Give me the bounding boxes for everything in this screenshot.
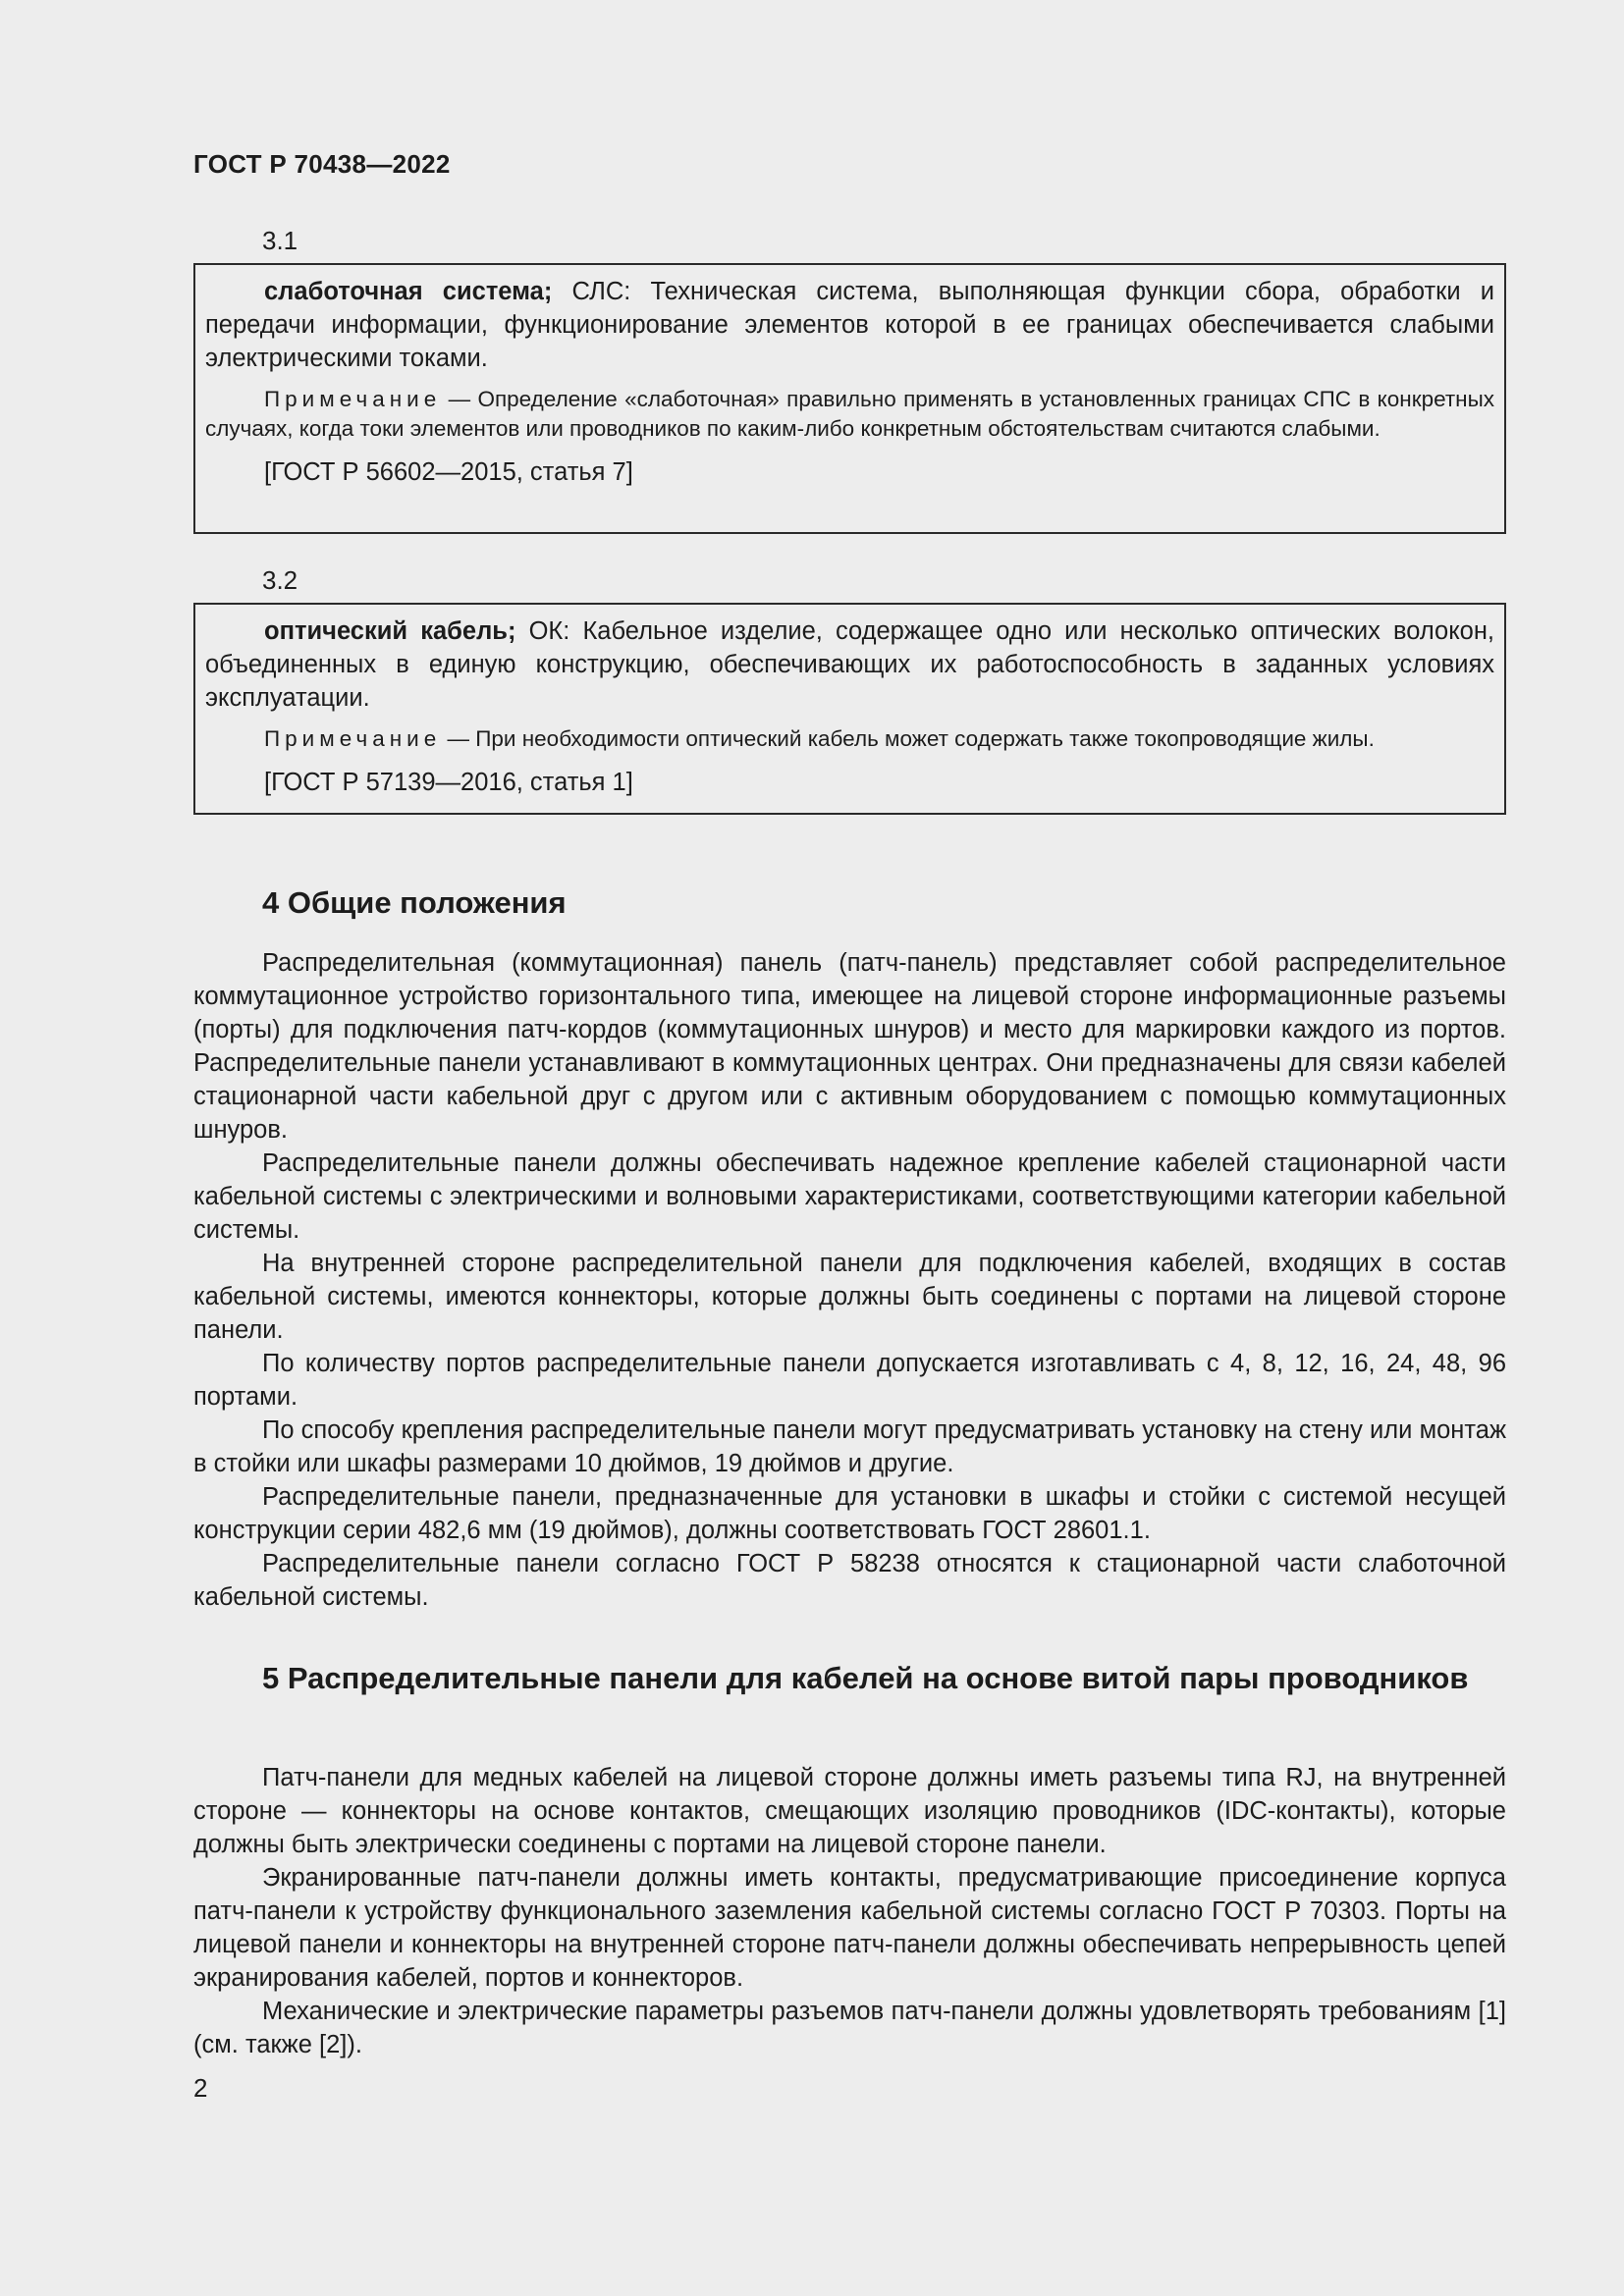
paragraph: Механические и электрические параметры разъемов патч-панели должны удовлетворять требованиям [1] (см. также [2]). — [193, 1998, 1506, 2058]
paragraph: Распределительные панели, предназначенные для установки в шкафы и стойки с системой несущей конструкции серии 482,6 мм (19 дюймов), должны соответствовать ГОСТ 28601.1. — [193, 1483, 1506, 1544]
paragraph: Распределительная (коммутационная) панель (патч-панель) представляет собой распределительное коммутационное устройство горизонтального типа, имеющее на лицевой стороне информационные разъемы (порты) для подключения патч-кордов (коммутационных шнуров) и место для маркировки каждого из портов. Распределительные панели устанавливают в коммутационных центрах. Они предназначены для связи кабелей стационарной части кабельной друг с другом или с активным оборудованием с помощью коммутационных шнуров. — [193, 949, 1506, 1144]
paragraph: Распределительные панели должны обеспечивать надежное крепление кабелей стационарной части кабельной системы с электрическими и волновыми характеристиками, соответствующими категории кабельной системы. — [193, 1149, 1506, 1244]
term-definition-text: СЛС: Техническая система, выполняющая функции сбора, обработки и передачи информации, функционирование элементов которой в ее границах обеспечивается слабыми электрическими токами. — [205, 278, 1494, 372]
term-note — [205, 385, 1494, 444]
section-4-title: 4 Общие положения — [262, 885, 567, 920]
section-5-title: 5 Распределительные панели для кабелей на основе витой пары проводников — [262, 1661, 1469, 1695]
term-number: 3.1 — [262, 226, 298, 255]
document-header: ГОСТ Р 70438—2022 — [193, 149, 451, 179]
paragraph: По количеству портов распределительные панели допускается изготавливать с 4, 8, 12, 16, 24, 48, 96 портами. — [193, 1350, 1506, 1411]
note-label: Примечание — [264, 726, 442, 751]
note-label: Примечание — [264, 387, 442, 411]
term-number: 3.2 — [262, 565, 298, 595]
note-text: — При необходимости оптический кабель может содержать также токопроводящие жилы. — [441, 726, 1375, 751]
note-text: — Определение «слаботочная» правильно применять в установленных границах СПС в конкретных случаях, когда токи элементов или проводников по каким-либо конкретным обстоятельствам считаются слабыми. — [205, 387, 1494, 441]
term-box-3-2 — [193, 603, 1506, 815]
term-definition — [205, 614, 1494, 715]
term-note — [205, 724, 1494, 754]
term-name: слаботочная система; — [264, 278, 553, 305]
term-box-3-1 — [193, 263, 1506, 534]
term-source: [ГОСТ Р 56602—2015, статья 7] — [264, 458, 633, 486]
paragraph: На внутренней стороне распределительной панели для подключения кабелей, входящих в состав кабельной системы, имеются коннекторы, которые должны быть соединены с портами на лицевой стороне панели. — [193, 1250, 1506, 1344]
term-source: [ГОСТ Р 57139—2016, статья 1] — [264, 769, 633, 796]
paragraph: Экранированные патч-панели должны иметь контакты, предусматривающие присоединение корпуса патч-панели к устройству функционального заземления кабельной системы согласно ГОСТ Р 70303. Порты на лицевой панели и коннекторы на внутренней стороне патч-панели должны обеспечивать непрерывность цепей экранирования кабелей, портов и коннекторов. — [193, 1864, 1506, 1992]
paragraph: По способу крепления распределительные панели могут предусматривать установку на стену или монтаж в стойки или шкафы размерами 10 дюймов, 19 дюймов и другие. — [193, 1416, 1506, 1477]
paragraph: Распределительные панели согласно ГОСТ Р 58238 относятся к стационарной части слаботочной кабельной системы. — [193, 1550, 1506, 1611]
term-definition — [205, 275, 1494, 375]
section-4-body — [193, 946, 1506, 1614]
section-5-body — [193, 1761, 1506, 2061]
paragraph: Патч-панели для медных кабелей на лицевой стороне должны иметь разъемы типа RJ, на внутренней стороне — коннекторы на основе контактов, смещающих изоляцию проводников (IDC-контакты), которые должны быть электрически соединены с портами на лицевой стороне панели. — [193, 1764, 1506, 1858]
term-definition-text: ОК: Кабельное изделие, содержащее одно или несколько оптических волокон, объединенных в единую конструкцию, обеспечивающих их работоспособность в заданных условиях эксплуатации. — [205, 617, 1494, 712]
page-number: 2 — [193, 2073, 208, 2103]
term-name: оптический кабель; — [264, 617, 516, 645]
